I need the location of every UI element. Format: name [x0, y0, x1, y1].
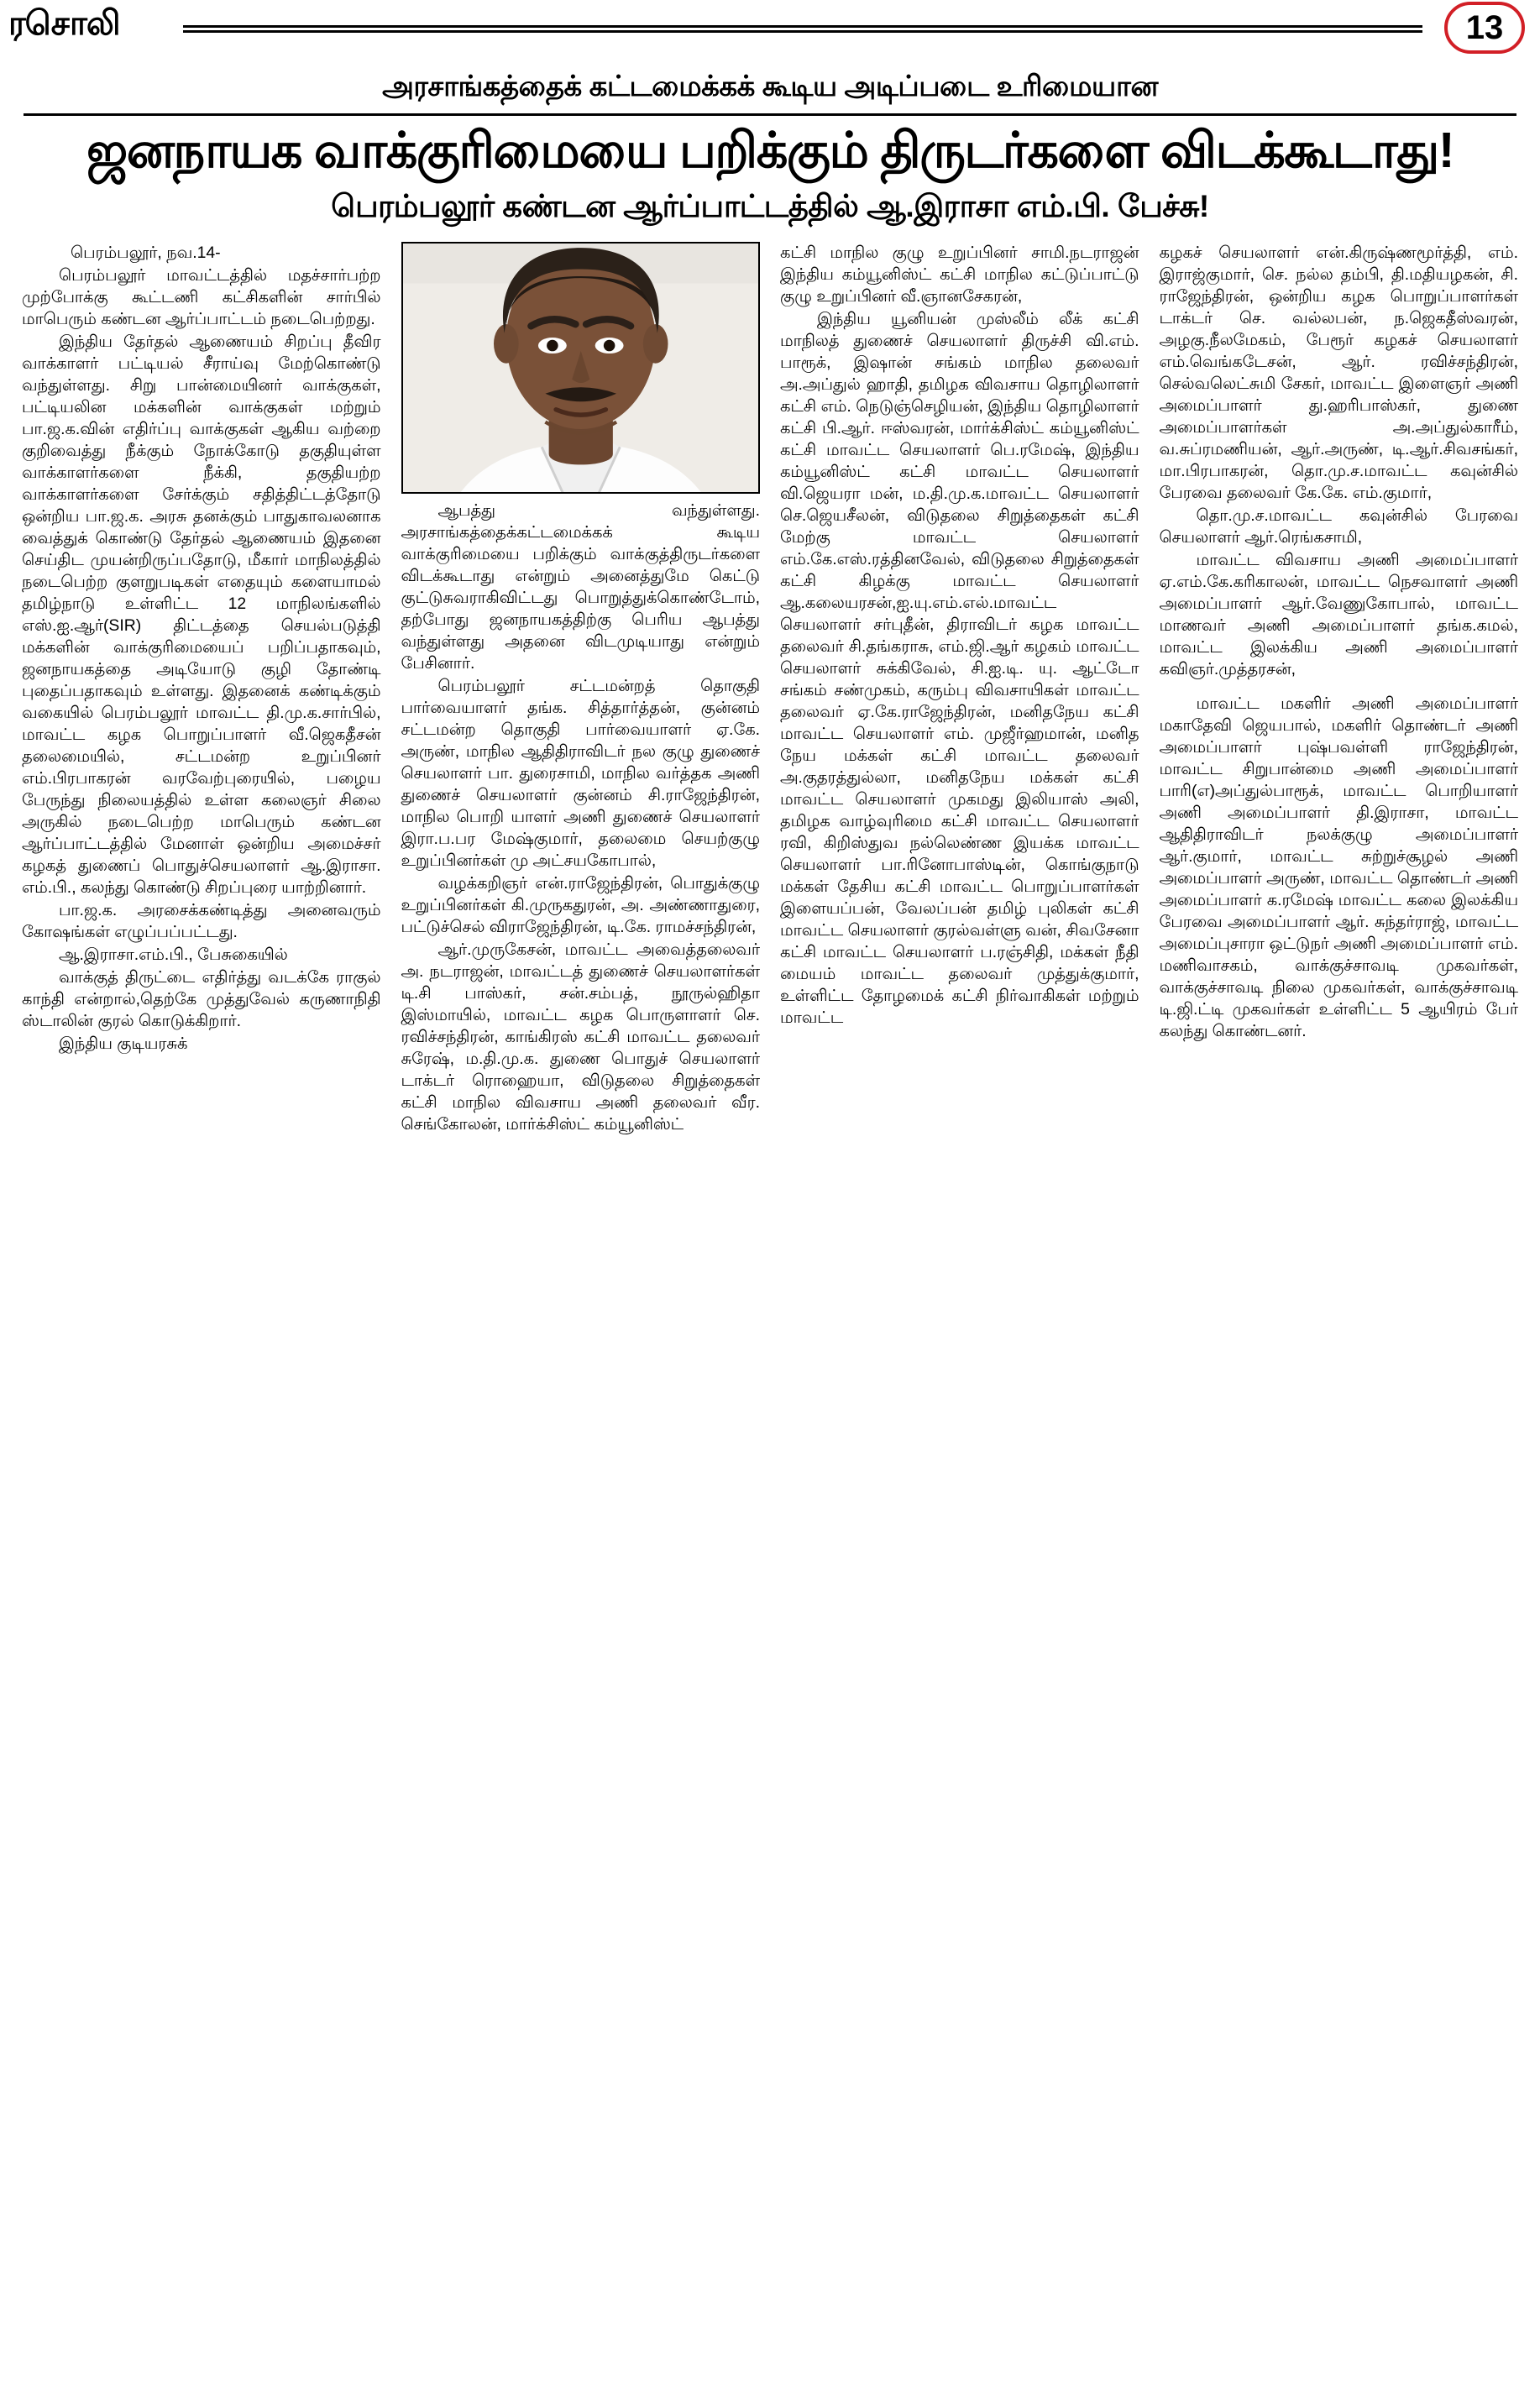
main-headline: ஜனநாயக வாக்குரிமையை பறிக்கும் திருடர்களை விடக்கூடாது! — [86, 123, 1454, 178]
paragraph: ஆர்.முருகேசன், மாவட்ட அவைத்தலைவர் அ. நடராஜன், மாவட்டத் துணைச் செயலாளர்கள் டி.சி பாஸ்கர், சன்.சம்பத், நூருல்ஹிதா இஸ்மாயில், மாவட்ட கழக பொருளாளர் செ. ரவிச்சந்திரன், காங்கிரஸ் கட்சி மாவட்ட தலைவர் சுரேஷ், ம.தி.மு.க. துணை பொதுச் செயலாளர் டாக்டர் ரொஹையா, விடுதலை சிறுத்தைகள் கட்சி மாநில விவசாய அணி தலைவர் வீர. செங்கோலன், மார்க்சிஸ்ட் கம்யூனிஸ்ட் — [401, 940, 760, 1134]
article-column-2 — [401, 242, 761, 2304]
paragraph: வாக்குத் திருட்டை எதிர்த்து வடக்கே ராகுல் காந்தி என்றால்,தெற்கே முத்துவேல் கருணாநிதி ஸ்டாலின் குரல் கொடுக்கிறார். — [22, 967, 381, 1030]
article-column-1 — [22, 242, 381, 2304]
article-body — [0, 238, 1540, 2312]
subheadline: பெரம்பலூர் கண்டன ஆர்ப்பாட்டத்தில் ஆ.இராசா எம்.பி. பேச்சு! — [331, 188, 1209, 223]
paragraph: கட்சி மாநில குழு உறுப்பினர் சாமி.நடராஜன் இந்திய கம்யூனிஸ்ட் கட்சி மாநில கட்டுப்பாட்டு குழு உறுப்பினர் வீ.ஞானசேகரன், — [780, 243, 1139, 306]
paragraph: இந்திய யூனியன் முஸ்லீம் லீக் கட்சி மாநிலத் துணைச் செயலாளர் திருச்சி வி.எம். பாரூக், இஷான் சங்கம் மாநில தலைவர் அ.அப்துல் ஹாதி, தமிழக விவசாய தொழிலாளர் கட்சி எம். நெடுஞ்செழியன், இந்திய தொழிலாளர் கட்சி பி.ஆர். ஈஸ்வரன், மார்க்சிஸ்ட் கம்யூனிஸ்ட் கட்சி மாவட்ட செயலாளர் பெ.ரமேஷ், இந்திய கம்யூனிஸ்ட் கட்சி மாவட்ட செயலாளர் வி.ஜெயரா மன், ம.தி.மு.க.மாவட்ட செயலாளர் செ.ஜெயசீலன், விடுதலை சிறுத்தைகள் கட்சி மேற்கு மாவட்ட செயலாளர் எம்.கே.எஸ்.ரத்தினவேல், விடுதலை சிறுத்தைகள் கட்சி கிழக்கு மாவட்ட செயலாளர் ஆ.கலையரசன்,ஐ.யு.எம்.எல்.மாவட்ட செயலாளர் சர்புதீன், திராவிடர் கழக மாவட்ட தலைவர் சி.தங்கராசு, எம்.ஜி.ஆர் கழகம் மாவட்ட செயலாளர் சுக்கிவேல், சி.ஐ.டி. யு. ஆட்டோ சங்கம் சண்முகம், கரும்பு விவசாயிகள் மாவட்ட தலைவர் ஏ.கே.ராஜேந்திரன், மனிதநேய கட்சி மாவட்ட செயலாளர் எம். முஜீர்ஹமான், மனித நேய மக்கள் கட்சி மாவட்ட தலைவர் அ.குதரத்துல்லா, மனிதநேய மக்கள் கட்சி மாவட்ட செயலாளர் முகமது இலியாஸ் அலி, தமிழக வாழ்வுரிமை கட்சி மாவட்ட செயலாளர் ரவி, கிறிஸ்துவ நல்லெண்ண இயக்க மாவட்ட செயலாளர் பா.ரினோபாஸ்டின், கொங்குநாடு மக்கள் தேசிய கட்சி மாவட்ட பொறுப்பாளர்கள் இளையப்பன், வேலப்பன் தமிழ் புலிகள் கட்சி மாவட்ட செயலாளர் குரல்வள்ளு வன், சிவசேனா கட்சி மாவட்ட செயலாளர் ப.ரஞ்சிதி, மக்கள் நீதி மையம் மாவட்ட தலைவர் முத்துக்குமார், உள்ளிட்ட தோழமைக் கட்சி நிர்வாகிகள் மற்றும் மாவட்ட — [780, 309, 1139, 1027]
paragraph: பெரம்பலூர் சட்டமன்றத் தொகுதி பார்வையாளர் தங்க. சித்தார்த்தன், குன்னம் சட்டமன்ற தொகுதி பார்வையாளர் ஏ.கே. அருண், மாநில ஆதிதிராவிடர் நல குழு துணைச் செயலாளர் பா. துரைசாமி, மாநில வர்த்தக அணி துணைச் செயலாளர் குன்னம் சி.ராஜேந்திரன், மாநில பொறி யாளர் அணி துணைச் செயலாளர் இரா.ப.பர மேஷ்குமார், தலைமை செயற்குழு உறுப்பினர்கள் மு அட்சயகோபால், — [401, 676, 760, 870]
paragraph: பெரம்பலூர், நவ.14- — [71, 243, 221, 262]
paragraph: பெரம்பலூர் மாவட்டத்தில் மதச்சார்பற்ற முற்போக்கு கூட்டணி கட்சிகளின் சார்பில் மாபெரும் கண்டன ஆர்ப்பாட்டம் நடைபெற்றது. — [22, 265, 381, 328]
paragraph: இந்திய தேர்தல் ஆணையம் சிறப்பு தீவிர வாக்காளர் பட்டியல் சீராய்வு மேற்கொண்டு வந்துள்ளது. சிறு பான்மையினர் வாக்குகள், பட்டியலின மக்களின் வாக்குகள் மற்றும் பா.ஜ.க.வின் எதிர்ப்பு வாக்குகள் ஆகிய வற்றை குறிவைத்து நீக்கும் நோக்கோடு தகுதியுள்ள வாக்காளர்களை நீக்கி, தகுதியற்ற வாக்காளர்களை சேர்க்கும் சதித்திட்டத்தோடு ஒன்றிய பா.ஜ.க. அரசு தனக்கும் பாதுகாவலனாக வைத்துக் கொண்டு தேர்தல் ஆணையம் இதனை செய்திட முயன்றிருப்பதோடு, மீகார் மாநிலத்தில் நடைபெற்ற குளறுபடிகள் எதையும் களையாமல் தமிழ்நாடு உள்ளிட்ட 12 மாநிலங்களில் எஸ்.ஐ.ஆர்(SIR) திட்டத்தை செயல்படுத்தி மக்களின் வாக்குரிமையைப் பறிப்பதாகவும், ஜனநாயகத்தை அடியோடு குழி தோண்டி புதைப்பதாகவும் உள்ளது. இதனைக் கண்டிக்கும் வகையில் பெரம்பலூர் மாவட்ட தி.மு.க.சார்பில், மாவட்ட கழக பொறுப்பாளர் வீ.ஜெகதீசன் தலைமையில், சட்டமன்ற உறுப்பினர் எம்.பிரபாகரன் வரவேற்புரையில், பழைய பேருந்து நிலையத்தில் உள்ள கலைஞர் சிலை அருகில் நடைபெற்ற மாபெரும் கண்டன ஆர்ப்பாட்டத்தில் மேனாள் ஒன்றிய அமைச்சர் கழகத் துணைப் பொதுச்செயலாளர் ஆ.இராசா. எம்.பி., கலந்து கொண்டு சிறப்புரை யாற்றினார். — [22, 332, 381, 897]
masthead-rule — [183, 25, 1422, 33]
paragraph: ஆபத்து வந்துள்ளது. அரசாங்கத்தைக்கட்டமைக்கக் கூடிய வாக்குரிமையை பறிக்கும் வாக்குத்திருடர்களை விடக்கூடாது என்றும் அனைத்துமே கெட்டு குட்டுசுவராகிவிட்டது பொறுத்துக்கொண்டோம், தற்போது ஜனநாயகத்திற்கு பெரிய ஆபத்து வந்துள்ளது அதனை விடமுடியாது என்றும் பேசினார். — [401, 500, 760, 673]
page-number-badge: 13 — [1444, 2, 1525, 54]
headline-block — [0, 65, 1540, 228]
paragraph: வழக்கறிஞர் என்.ராஜேந்திரன், பொதுக்குழு உறுப்பினர்கள் கி.முருகதுரன், அ. அண்ணாதுரை, பட்டுச்செல் விராஜேந்திரன், டி.கே. ராமச்சந்திரன், — [401, 873, 760, 936]
paper-name: ரசொலி — [8, 5, 120, 42]
article-column-4 — [1160, 242, 1519, 2304]
paragraph: பா.ஜ.க. அரசைக்கண்டித்து அனைவரும் கோஷங்கள் எழுப்பப்பட்டது. — [22, 900, 381, 941]
column-gap — [1160, 681, 1519, 693]
paragraph: கழகச் செயலாளர் என்.கிருஷ்ணமூர்த்தி, எம். இராஜ்குமார், செ. நல்ல தம்பி, தி.மதியழகன், சி. ராஜேந்திரன், ஒன்றிய கழக பொறுப்பாளர்கள் டாக்டர் செ. வல்லபன், ந.ஜெகதீஸ்வரன், அழகு.நீலமேகம், பேரூர் கழகச் செயலாளர் எம்.வெங்கடேசன், ஆர். ரவிச்சந்திரன், செல்வலெட்சுமி சேகர், மாவட்ட இளைஞர் அணி அமைப்பாளர் து.ஹரிபாஸ்கர், துணை அமைப்பாளர்கள் அ.அப்துல்காரீம், வ.சுப்ரமணியன், ஆர்.அருண், டி.ஆர்.சிவசங்கர், மா.பிரபாகரன், தொ.மு.ச.மாவட்ட கவுன்சில் பேரவை தலைவர் கே.கே. எம்.குமார், — [1159, 243, 1518, 502]
paragraph: மாவட்ட விவசாய அணி அமைப்பாளர் ஏ.எம்.கே.கரிகாலன், மாவட்ட நெசவாளர் அணி அமைப்பாளர் ஆர்.வேணுகோபால், மாவட்ட மாணவர் அணி அமைப்பாளர் தங்க.கமல், மாவட்ட இலக்கிய அணி அமைப்பாளர் கவிஞர்.முத்தரசன், — [1159, 550, 1518, 678]
paragraph: தொ.மு.ச.மாவட்ட கவுன்சில் பேரவை செயலாளர் ஆர்.ரெங்கசாமி, — [1159, 505, 1518, 547]
paragraph: இந்திய குடியரசுக் — [59, 1034, 188, 1053]
article-column-3 — [780, 242, 1139, 2304]
paragraph: மாவட்ட மகளிர் அணி அமைப்பாளர் மகாதேவி ஜெயபால், மகளிர் தொண்டர் அணி அமைப்பாளர் புஷ்பவள்ளி ராஜேந்திரன், மாவட்ட சிறுபான்மை அணி அமைப்பாளர் பாரி(எ)அப்துல்பாரூக், மாவட்ட பொறியாளர் அணி அமைப்பாளர் தி.இராசா, மாவட்ட ஆதிதிராவிடர் நலக்குழு அமைப்பாளர் ஆர்.குமார், மாவட்ட சுற்றுச்சூழல் அணி அமைப்பாளர் அருண், மாவட்ட தொண்டர் அணி அமைப்பாளர் க.ரமேஷ் மாவட்ட கலை இலக்கிய பேரவை அமைப்பாளர் ஆர். சுந்தர்ராஜ், மாவட்ட அமைப்புசாரா ஒட்டுநர் அணி அமைப்பாளர் எம். மணிவாசகம், வாக்குச்சாவடி முகவர்கள், வாக்குச்சாவடி நிலை முகவர்கள், வாக்குச்சாவடி டி.ஜி.ட்டி முகவர்கள் உள்ளிட்ட 5 ஆயிரம் பேர் கலந்து கொண்டனர். — [1159, 694, 1518, 1040]
portrait-photo — [401, 242, 761, 494]
paragraph: ஆ.இராசா.எம்.பி., பேசுகையில் — [59, 945, 288, 964]
kicker-text: அரசாங்கத்தைக் கட்டமைக்கக் கூடிய அடிப்படை உரிமையான — [24, 71, 1516, 116]
masthead — [0, 0, 1540, 65]
portrait-photo-graphic — [403, 244, 759, 492]
